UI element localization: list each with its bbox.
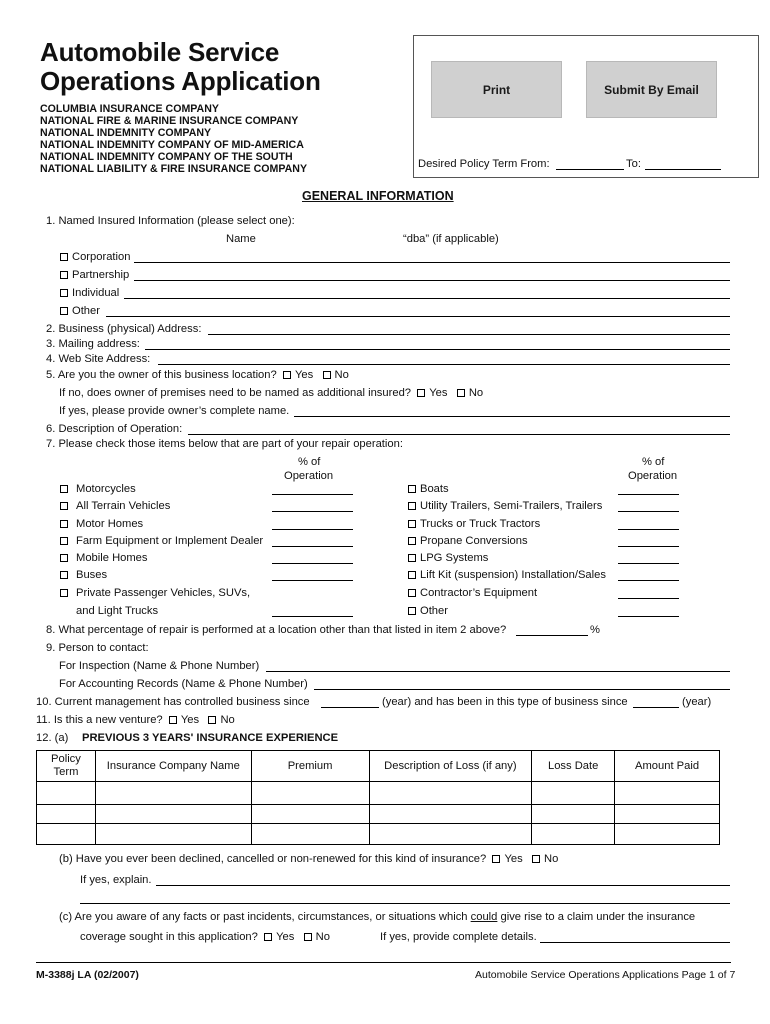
q5-sub2-label: If yes, please provide owner’s complete name.: [59, 405, 290, 417]
title-line-1: Automobile Service: [40, 37, 280, 67]
q2-label: 2. Business (physical) Address:: [46, 323, 202, 335]
repair-item-right[interactable]: Lift Kit (suspension) Installation/Sales: [408, 569, 606, 582]
col-amount-paid: Amount Paid: [615, 751, 720, 782]
repair-item-right[interactable]: Other: [408, 605, 448, 618]
repair-item-left[interactable]: Farm Equipment or Implement Dealer: [60, 535, 263, 548]
repair-pct-field-left[interactable]: [272, 605, 353, 617]
repair-item-left[interactable]: Private Passenger Vehicles, SUVs,: [60, 587, 250, 600]
repair-pct-field-right[interactable]: [618, 518, 679, 530]
col-description-of-loss: Description of Loss (if any): [369, 751, 532, 782]
owner-name-field[interactable]: [294, 405, 730, 417]
policy-term-from-field[interactable]: [556, 158, 624, 170]
table-cell[interactable]: [37, 824, 96, 845]
q5-row: 5. Are you the owner of this business location? Yes No: [46, 369, 349, 381]
repair-pct-field-left[interactable]: [272, 500, 353, 512]
q12c-details-label: If yes, provide complete details.: [380, 931, 537, 943]
q5-yes-checkbox[interactable]: [283, 371, 291, 379]
q11-yes-checkbox[interactable]: [169, 716, 177, 724]
insurance-history-table: [36, 750, 720, 845]
repair-item-right[interactable]: LPG Systems: [408, 552, 488, 565]
repair-pct-field-right[interactable]: [618, 552, 679, 564]
company-name: NATIONAL INDEMNITY COMPANY OF MID-AMERICA: [40, 139, 304, 151]
q12c-yes-checkbox[interactable]: [264, 933, 272, 941]
title-line-2: Operations Application: [40, 66, 321, 96]
q7-label: 7. Please check those items below that are part of your repair operation:: [46, 438, 403, 450]
table-cell[interactable]: [251, 805, 369, 824]
q11-no-checkbox[interactable]: [208, 716, 216, 724]
company-name: NATIONAL LIABILITY & FIRE INSURANCE COMPANY: [40, 163, 308, 175]
inspection-contact-field[interactable]: [266, 660, 730, 672]
repair-pct-field-right[interactable]: [618, 605, 679, 617]
q8-percent-field[interactable]: [516, 624, 588, 636]
repair-item-left[interactable]: Mobile Homes: [60, 552, 148, 565]
q12-title: PREVIOUS 3 YEARS' INSURANCE EXPERIENCE: [82, 732, 339, 744]
q6-label: 6. Description of Operation:: [46, 423, 183, 435]
table-cell[interactable]: [37, 782, 96, 805]
q12b-row: (b) Have you ever been declined, cancelled or non-renewed for this kind of insurance? Yes No: [59, 853, 559, 865]
q10-end: (year): [682, 696, 712, 708]
repair-item-left[interactable]: Motor Homes: [60, 518, 143, 531]
table-cell[interactable]: [532, 782, 615, 805]
col-policy-term: Policy Term: [37, 751, 96, 782]
table-cell[interactable]: [95, 782, 251, 805]
table-cell[interactable]: [369, 782, 532, 805]
q12c-label: (c) Are you aware of any facts or past incidents, circumstances, or situations which could give rise to a claim under the insurance: [59, 911, 696, 923]
header-action-box: [413, 35, 759, 178]
table-cell[interactable]: [615, 805, 720, 824]
option-individual[interactable]: Individual: [60, 287, 119, 300]
q1-dba-header: “dba” (if applicable): [403, 233, 499, 245]
checkbox-icon[interactable]: [60, 589, 68, 597]
repair-item-right[interactable]: Trucks or Truck Tractors: [408, 518, 540, 531]
option-corporation[interactable]: Corporation: [60, 251, 130, 264]
col-loss-date: Loss Date: [532, 751, 615, 782]
repair-item-right[interactable]: Propane Conversions: [408, 535, 528, 548]
col-insurance-company: Insurance Company Name: [95, 751, 251, 782]
col-premium: Premium: [251, 751, 369, 782]
company-name: NATIONAL INDEMNITY COMPANY OF THE SOUTH: [40, 151, 293, 163]
pct-header-left-2: Operation: [284, 470, 334, 482]
accounting-contact-field[interactable]: [314, 678, 730, 690]
repair-pct-field-right[interactable]: [618, 483, 679, 495]
q11-row: 11. Is this a new venture? Yes No: [36, 714, 235, 726]
q10-label: 10. Current management has controlled business since: [36, 696, 310, 708]
table-cell[interactable]: [95, 805, 251, 824]
q9-accounting-label: For Accounting Records (Name & Phone Number): [59, 678, 308, 690]
q12c-details-field[interactable]: [540, 931, 730, 943]
checkbox-icon[interactable]: [60, 571, 68, 579]
table-cell[interactable]: [615, 782, 720, 805]
table-row: [37, 805, 720, 824]
management-year-field[interactable]: [321, 696, 379, 708]
company-name: NATIONAL INDEMNITY COMPANY: [40, 127, 212, 139]
q10-mid: (year) and has been in this type of business since: [382, 696, 628, 708]
q12b-explain-field-2[interactable]: [80, 892, 730, 904]
option-partnership[interactable]: Partnership: [60, 269, 129, 282]
checkbox-icon[interactable]: [408, 589, 416, 597]
q12b-no-checkbox[interactable]: [532, 855, 540, 863]
table-cell[interactable]: [251, 824, 369, 845]
table-cell[interactable]: [95, 824, 251, 845]
repair-pct-field-right[interactable]: [618, 587, 679, 599]
business-address-field[interactable]: [208, 323, 730, 335]
repair-item-right[interactable]: Boats: [408, 483, 449, 496]
q8-label: 8. What percentage of repair is performed at a location other than that listed in item 2 above?: [46, 624, 507, 636]
partnership-field[interactable]: [134, 269, 730, 281]
pct-header-right-2: Operation: [628, 470, 678, 482]
repair-item-left[interactable]: Buses: [60, 569, 107, 582]
pct-header-left-1: % of: [298, 456, 321, 468]
checkbox-icon[interactable]: [60, 271, 68, 279]
checkbox-icon[interactable]: [60, 289, 68, 297]
repair-pct-field-left[interactable]: [272, 518, 353, 530]
q12b-explain-label: If yes, explain.: [80, 874, 152, 886]
checkbox-icon[interactable]: [408, 607, 416, 615]
section-title: GENERAL INFORMATION: [302, 189, 454, 203]
q1-label: 1. Named Insured Information (please select one):: [46, 215, 295, 227]
checkbox-icon[interactable]: [60, 537, 68, 545]
checkbox-icon[interactable]: [408, 571, 416, 579]
footer-divider: [36, 962, 731, 963]
individual-field[interactable]: [124, 287, 730, 299]
company-name: COLUMBIA INSURANCE COMPANY: [40, 103, 219, 115]
q1-name-header: Name: [226, 233, 256, 245]
q12b-explain-field[interactable]: [156, 874, 730, 886]
pct-header-right-1: % of: [642, 456, 665, 468]
checkbox-icon[interactable]: [408, 502, 416, 510]
table-cell[interactable]: [369, 805, 532, 824]
repair-pct-field-left[interactable]: [272, 569, 353, 581]
table-row: [37, 824, 720, 845]
table-cell[interactable]: [37, 805, 96, 824]
checkbox-icon[interactable]: [60, 520, 68, 528]
q3-label: 3. Mailing address:: [46, 338, 140, 350]
checkbox-icon[interactable]: [60, 307, 68, 315]
policy-term-from-label: Desired Policy Term From:: [418, 158, 550, 170]
checkbox-icon[interactable]: [60, 253, 68, 261]
q4-label: 4. Web Site Address:: [46, 353, 151, 365]
repair-item-left-cont: and Light Trucks: [76, 605, 159, 617]
q12c-no-checkbox[interactable]: [304, 933, 312, 941]
q12b-yes-checkbox[interactable]: [492, 855, 500, 863]
table-cell[interactable]: [532, 824, 615, 845]
table-cell[interactable]: [369, 824, 532, 845]
checkbox-icon[interactable]: [408, 485, 416, 493]
website-field[interactable]: [158, 353, 730, 365]
q12c-row-2: coverage sought in this application? Yes No: [80, 931, 330, 943]
company-name: NATIONAL FIRE & MARINE INSURANCE COMPANY: [40, 115, 299, 127]
repair-pct-field-left[interactable]: [272, 552, 353, 564]
repair-pct-field-left[interactable]: [272, 535, 353, 547]
policy-term-to-field[interactable]: [645, 158, 721, 170]
q5-sub1-row: If no, does owner of premises need to be named as additional insured? Yes No: [59, 387, 484, 399]
checkbox-icon[interactable]: [408, 520, 416, 528]
repair-pct-field-right[interactable]: [618, 535, 679, 547]
q12-prefix: 12. (a): [36, 732, 69, 744]
option-other[interactable]: Other: [60, 305, 100, 318]
checkbox-icon[interactable]: [408, 554, 416, 562]
mailing-address-field[interactable]: [145, 338, 730, 350]
repair-pct-field-right[interactable]: [618, 569, 679, 581]
q5-sub1-yes-checkbox[interactable]: [417, 389, 425, 397]
submit-by-email-button[interactable]: Submit By Email: [586, 61, 717, 118]
policy-term-to-label: To:: [626, 158, 641, 170]
repair-item-right[interactable]: Utility Trailers, Semi-Trailers, Trailers: [408, 500, 602, 513]
repair-item-left[interactable]: All Terrain Vehicles: [60, 500, 170, 513]
q5-sub1-no-checkbox[interactable]: [457, 389, 465, 397]
table-cell[interactable]: [251, 782, 369, 805]
checkbox-icon[interactable]: [408, 537, 416, 545]
q9-inspection-label: For Inspection (Name & Phone Number): [59, 660, 260, 672]
print-button[interactable]: Print: [431, 61, 562, 118]
repair-pct-field-left[interactable]: [272, 483, 353, 495]
business-year-field[interactable]: [633, 696, 679, 708]
checkbox-icon[interactable]: [60, 485, 68, 493]
table-cell[interactable]: [532, 805, 615, 824]
q8-suffix: %: [590, 624, 600, 636]
page-label: Automobile Service Operations Applications Page 1 of 7: [475, 969, 736, 981]
corporation-field[interactable]: [134, 251, 730, 263]
description-field[interactable]: [188, 423, 730, 435]
other-field[interactable]: [106, 305, 730, 317]
checkbox-icon[interactable]: [60, 554, 68, 562]
repair-item-left[interactable]: Motorcycles: [60, 483, 136, 496]
repair-pct-field-right[interactable]: [618, 500, 679, 512]
repair-item-right[interactable]: Contractor’s Equipment: [408, 587, 537, 600]
checkbox-icon[interactable]: [60, 502, 68, 510]
q9-label: 9. Person to contact:: [46, 642, 149, 654]
table-cell[interactable]: [615, 824, 720, 845]
form-id: M-3388j LA (02/2007): [36, 969, 139, 981]
table-row: [37, 782, 720, 805]
q5-no-checkbox[interactable]: [323, 371, 331, 379]
